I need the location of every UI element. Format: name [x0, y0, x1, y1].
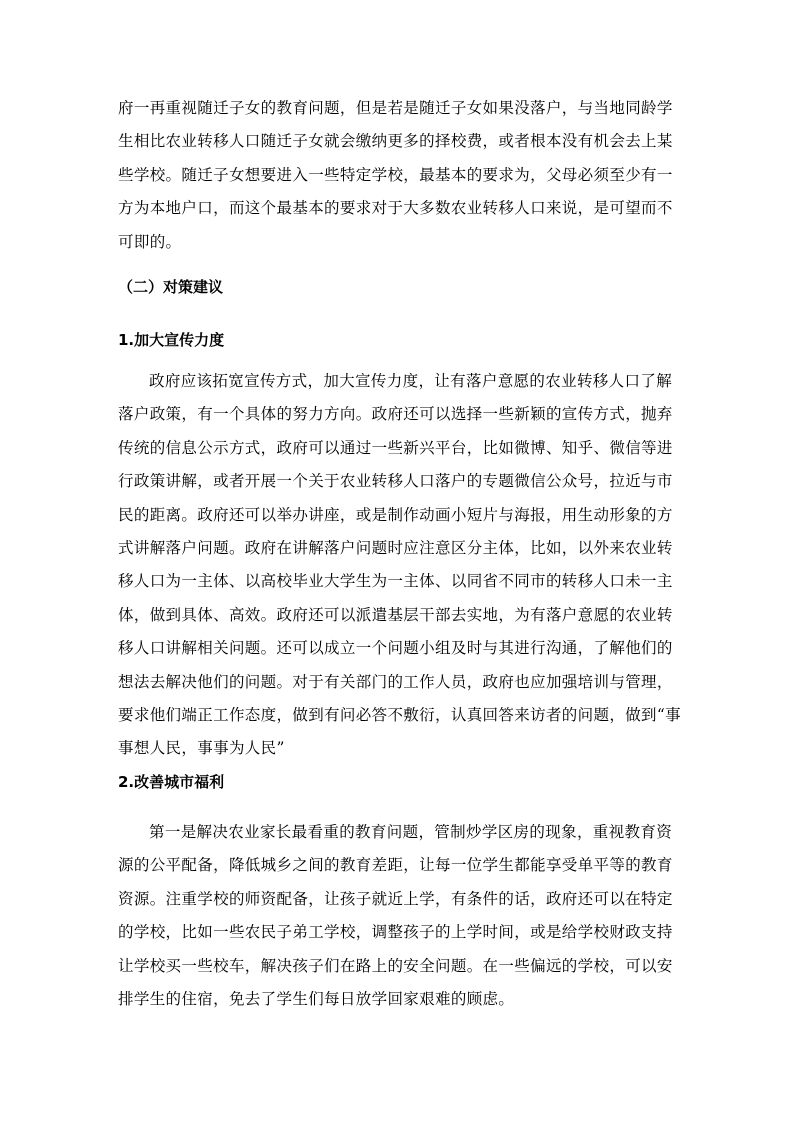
text-line: 想法去解决他们的问题。对于有关部门的工作人员，政府也应加强培训与管理， [118, 672, 673, 691]
paragraph-publicity [118, 365, 680, 766]
section-heading: （二）对策建议 [118, 278, 224, 296]
text-line: 生相比农业转移人口随迁子女就会缴纳更多的择校费，或者根本没有机会去上某 [118, 132, 673, 151]
text-line: 移人口为一主体、以高校毕业大学生为一主体、以同省不同市的转移人口未一主 [118, 572, 673, 591]
subsection-heading-1: 1.加大宣传力度 [118, 331, 225, 349]
text-line: 民的距离。政府还可以举办讲座，或是制作动画小短片与海报，用生动形象的方 [118, 505, 673, 524]
paragraph-welfare [118, 816, 680, 1016]
text-line: 事想人民，事事为人民” [118, 739, 285, 758]
text-line: 移人口讲解相关问题。还可以成立一个问题小组及时与其进行沟通，了解他们的 [118, 639, 673, 658]
text-line: 的学校，比如一些农民子弟工学校，调整孩子的上学时间，或是给学校财政支持 [118, 923, 673, 942]
paragraph-continued [118, 92, 680, 259]
text-line: 落户政策，有一个具体的努力方向。政府还可以选择一些新颖的宣传方式，抛弃 [118, 405, 673, 424]
text-line: 府一再重视随迁子女的教育问题，但是若是随迁子女如果没落户，与当地同龄学 [118, 99, 673, 117]
text-line: 要求他们端正工作态度，做到有问必答不敷衍，认真回答来访者的问题，做到“事 [118, 705, 682, 724]
text-line: 第一是解决农业家长最看重的教育问题，管制炒学区房的现象，重视教育资 [149, 823, 673, 841]
text-line: 些学校。随迁子女想要进入一些特定学校，最基本的要求为，父母必须至少有一 [118, 165, 673, 184]
text-line: 源的公平配备，降低城乡之间的教育差距，让每一位学生都能享受单平等的教育 [118, 856, 673, 875]
text-line: 式讲解落户问题。政府在讲解落户问题时应注意区分主体，比如，以外来农业转 [118, 538, 673, 557]
text-line: 排学生的住宿，免去了学生们每日放学回家艰难的顾虑。 [118, 989, 515, 1008]
text-line: 可即的。 [118, 232, 182, 251]
text-line: 行政策讲解，或者开展一个关于农业转移人口落户的专题微信公众号，拉近与市 [118, 472, 673, 491]
text-line: 政府应该拓宽宣传方式，加大宣传力度，让有落户意愿的农业转移人口了解 [149, 372, 673, 390]
text-line: 让学校买一些校车，解决孩子们在路上的安全问题。在一些偏远的学校，可以安 [118, 956, 673, 975]
text-line: 传统的信息公示方式，政府可以通过一些新兴平台，比如微博、知乎、微信等进 [118, 438, 673, 457]
text-line: 体，做到具体、高效。政府还可以派遣基层干部去实地，为有落户意愿的农业转 [118, 605, 673, 624]
subsection-heading-2: 2.改善城市福利 [118, 773, 225, 791]
text-line: 方为本地户口，而这个最基本的要求对于大多数农业转移人口来说，是可望而不 [118, 199, 673, 218]
text-line: 资源。注重学校的师资配备，让孩子就近上学，有条件的话，政府还可以在特定 [118, 889, 673, 908]
